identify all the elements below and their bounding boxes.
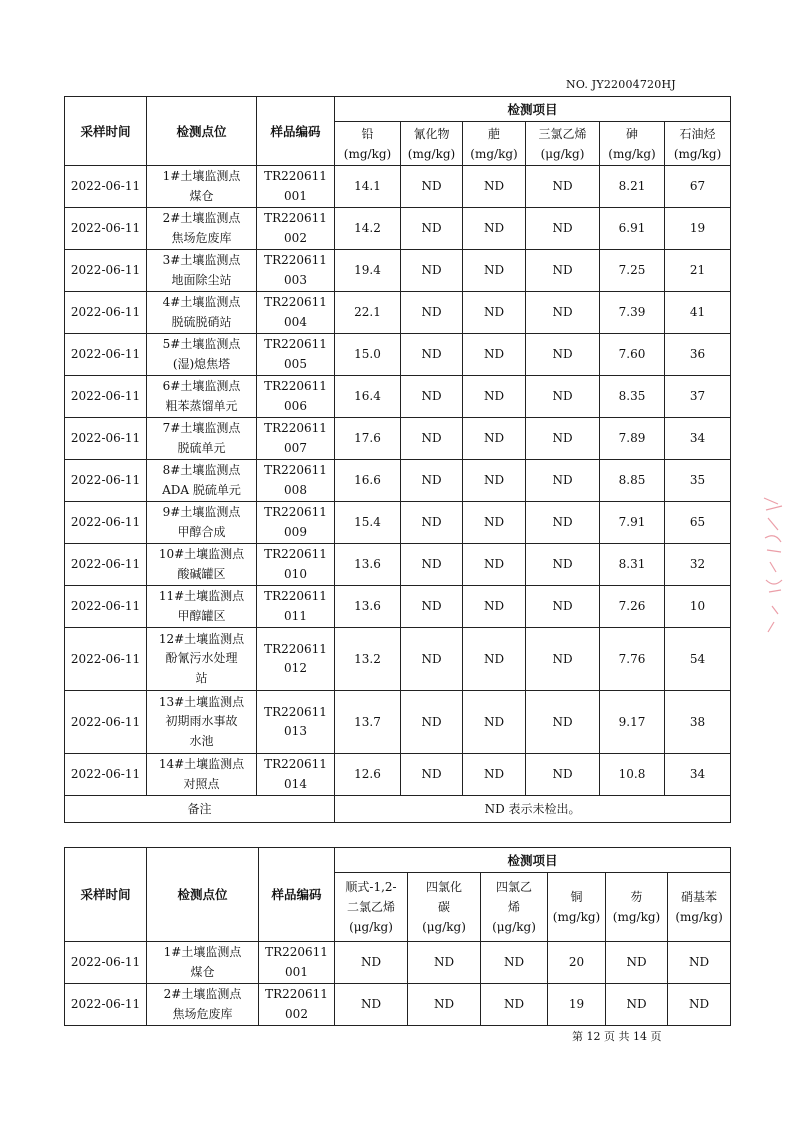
- value-cell: ND: [463, 166, 526, 208]
- text-line: TR220611: [264, 211, 327, 225]
- value-cell: 8.85: [600, 460, 665, 502]
- value-cell: 34: [665, 418, 731, 460]
- header-test-items: 检测项目: [335, 97, 731, 122]
- text-line: 地面除尘站: [171, 272, 232, 287]
- value-cell: 6.91: [600, 208, 665, 250]
- text-line: (mg/kg): [675, 910, 723, 924]
- value-cell: ND: [526, 166, 600, 208]
- value-cell: ND: [668, 984, 731, 1026]
- value-cell: ND: [463, 628, 526, 691]
- sample-code-cell: [257, 418, 335, 460]
- site-cell: [147, 984, 259, 1026]
- text-line: 2#土壤监测点: [163, 987, 242, 1001]
- header-test-items: 检测项目: [335, 848, 731, 873]
- text-line: 11#土壤监测点: [158, 589, 245, 603]
- header-site: 检测点位: [147, 848, 259, 942]
- text-line: 2#土壤监测点: [162, 211, 241, 225]
- header-row: [65, 97, 731, 122]
- site-cell: [147, 334, 257, 376]
- value-cell: ND: [401, 376, 463, 418]
- value-cell: 13.6: [335, 586, 401, 628]
- value-cell: ND: [481, 942, 548, 984]
- sample-code-cell: [257, 166, 335, 208]
- table-row: [65, 544, 731, 586]
- site-cell: [147, 942, 259, 984]
- value-cell: ND: [526, 376, 600, 418]
- value-cell: ND: [526, 292, 600, 334]
- column-header: [463, 122, 526, 166]
- value-cell: 15.0: [335, 334, 401, 376]
- value-cell: ND: [408, 984, 481, 1026]
- table-row: [65, 460, 731, 502]
- column-header: [548, 873, 606, 942]
- value-cell: ND: [463, 292, 526, 334]
- text-line: 硝基苯: [681, 890, 718, 904]
- text-line: 1#土壤监测点: [163, 945, 242, 959]
- table-row: [65, 586, 731, 628]
- sampling-date: 2022-06-11: [65, 984, 147, 1026]
- column-name: 石油烃: [679, 126, 716, 141]
- text-line: 002: [285, 1006, 308, 1021]
- value-cell: 10: [665, 586, 731, 628]
- text-line: 9#土壤监测点: [162, 505, 241, 519]
- sample-code-cell: [257, 292, 335, 334]
- column-header: [401, 122, 463, 166]
- value-cell: ND: [526, 502, 600, 544]
- sampling-date: 2022-06-11: [65, 754, 147, 796]
- sampling-date: 2022-06-11: [65, 544, 147, 586]
- text-line: TR220611: [264, 757, 327, 771]
- results-table-1: [64, 96, 731, 823]
- sampling-date: 2022-06-11: [65, 292, 147, 334]
- text-line: 碳: [437, 900, 450, 914]
- site-cell: [147, 376, 257, 418]
- header-sample-code: 样品编码: [257, 97, 335, 166]
- value-cell: 8.35: [600, 376, 665, 418]
- text-line: 012: [284, 661, 307, 675]
- column-unit: (μg/kg): [540, 146, 585, 161]
- text-line: 7#土壤监测点: [162, 421, 241, 435]
- value-cell: ND: [401, 628, 463, 691]
- value-cell: ND: [526, 208, 600, 250]
- value-cell: 20: [548, 942, 606, 984]
- value-cell: ND: [335, 942, 408, 984]
- sample-code-cell: [257, 544, 335, 586]
- remark-text: ND 表示未检出。: [335, 796, 731, 823]
- value-cell: 67: [665, 166, 731, 208]
- value-cell: 12.6: [335, 754, 401, 796]
- value-cell: ND: [463, 502, 526, 544]
- text-line: 顺式-1,2-: [345, 880, 397, 894]
- table-row: [65, 418, 731, 460]
- value-cell: ND: [606, 942, 668, 984]
- value-cell: ND: [526, 754, 600, 796]
- text-line: 001: [284, 188, 307, 203]
- text-line: TR220611: [265, 945, 328, 959]
- text-line: (湿)熄焦塔: [172, 356, 231, 371]
- text-line: 焦场危废库: [172, 1006, 233, 1021]
- sampling-date: 2022-06-11: [65, 586, 147, 628]
- text-line: 8#土壤监测点: [162, 463, 241, 477]
- text-line: 14#土壤监测点: [158, 757, 245, 771]
- text-line: TR220611: [265, 987, 328, 1001]
- sampling-date: 2022-06-11: [65, 460, 147, 502]
- value-cell: 15.4: [335, 502, 401, 544]
- text-line: 1#土壤监测点: [162, 169, 241, 183]
- value-cell: 7.26: [600, 586, 665, 628]
- column-name: 氰化物: [413, 126, 450, 141]
- sampling-date: 2022-06-11: [65, 691, 147, 754]
- table-row: [65, 208, 731, 250]
- text-line: 10#土壤监测点: [158, 547, 245, 561]
- site-cell: [147, 208, 257, 250]
- sampling-date: 2022-06-11: [65, 418, 147, 460]
- column-unit: (mg/kg): [343, 146, 392, 161]
- value-cell: ND: [481, 984, 548, 1026]
- value-cell: ND: [668, 942, 731, 984]
- text-line: 014: [284, 776, 307, 791]
- column-header: [606, 873, 668, 942]
- text-line: 002: [284, 230, 307, 245]
- text-line: 煤仓: [190, 964, 215, 979]
- text-line: 脱硫脱硝站: [171, 314, 232, 329]
- text-line: TR220611: [264, 547, 327, 561]
- value-cell: ND: [401, 544, 463, 586]
- column-name: 铅: [361, 126, 374, 141]
- text-line: 010: [284, 566, 307, 581]
- value-cell: 16.6: [335, 460, 401, 502]
- site-cell: [147, 754, 257, 796]
- site-cell: [147, 292, 257, 334]
- column-header: [408, 873, 481, 942]
- value-cell: 7.39: [600, 292, 665, 334]
- value-cell: ND: [526, 250, 600, 292]
- sampling-date: 2022-06-11: [65, 166, 147, 208]
- site-cell: [147, 586, 257, 628]
- value-cell: 16.4: [335, 376, 401, 418]
- text-line: TR220611: [264, 704, 327, 719]
- value-cell: 8.31: [600, 544, 665, 586]
- value-cell: ND: [526, 586, 600, 628]
- column-header: [600, 122, 665, 166]
- text-line: TR220611: [264, 295, 327, 309]
- sampling-date: 2022-06-11: [65, 376, 147, 418]
- value-cell: 36: [665, 334, 731, 376]
- results-table-2: [64, 847, 731, 1026]
- header-row: [65, 848, 731, 873]
- value-cell: 9.17: [600, 691, 665, 754]
- text-line: TR220611: [264, 463, 327, 477]
- value-cell: 41: [665, 292, 731, 334]
- text-line: (μg/kg): [349, 920, 393, 934]
- text-line: 芴: [630, 890, 643, 904]
- table-row: [65, 502, 731, 544]
- column-name: 萉: [487, 126, 500, 141]
- column-name: 三氯乙烯: [538, 126, 587, 141]
- value-cell: ND: [401, 754, 463, 796]
- header-sampling-time: 采样时间: [65, 848, 147, 942]
- sample-code-cell: [257, 754, 335, 796]
- sample-code-cell: [259, 984, 335, 1026]
- value-cell: 34: [665, 754, 731, 796]
- text-line: 脱硫单元: [177, 440, 226, 455]
- text-line: 站: [195, 670, 208, 685]
- site-cell: [147, 502, 257, 544]
- text-line: 甲醇罐区: [177, 608, 226, 623]
- text-line: 13#土壤监测点: [158, 694, 245, 709]
- seal-stamp: [756, 488, 790, 638]
- page-footer: 第 12 页 共 14 页: [572, 1030, 662, 1043]
- value-cell: 14.2: [335, 208, 401, 250]
- text-line: 焦场危废库: [171, 230, 232, 245]
- value-cell: 54: [665, 628, 731, 691]
- text-line: TR220611: [264, 505, 327, 519]
- text-line: 粗苯蒸馏单元: [165, 398, 238, 413]
- value-cell: ND: [463, 208, 526, 250]
- remark-row: [65, 796, 731, 823]
- site-cell: [147, 166, 257, 208]
- text-line: TR220611: [264, 641, 327, 656]
- sampling-date: 2022-06-11: [65, 942, 147, 984]
- value-cell: ND: [463, 691, 526, 754]
- sampling-date: 2022-06-11: [65, 334, 147, 376]
- value-cell: ND: [408, 942, 481, 984]
- value-cell: 13.7: [335, 691, 401, 754]
- value-cell: ND: [401, 691, 463, 754]
- text-line: 酸碱罐区: [177, 566, 226, 581]
- table-row: [65, 334, 731, 376]
- table-row: [65, 628, 731, 691]
- text-line: 6#土壤监测点: [162, 379, 241, 393]
- text-line: 003: [284, 272, 307, 287]
- header-sampling-time: 采样时间: [65, 97, 147, 166]
- text-line: 4#土壤监测点: [162, 295, 241, 309]
- value-cell: ND: [526, 544, 600, 586]
- column-unit: (mg/kg): [608, 146, 656, 161]
- remark-label: 备注: [65, 796, 335, 823]
- table-row: [65, 376, 731, 418]
- text-line: TR220611: [264, 337, 327, 351]
- value-cell: 19: [665, 208, 731, 250]
- text-line: 四氯乙: [495, 880, 532, 894]
- sample-code-cell: [259, 942, 335, 984]
- value-cell: ND: [526, 628, 600, 691]
- text-line: 对照点: [183, 776, 220, 791]
- site-cell: [147, 628, 257, 691]
- column-header: [335, 873, 408, 942]
- document-number: NO. JY22004720HJ: [566, 78, 676, 91]
- text-line: 5#土壤监测点: [162, 337, 241, 351]
- value-cell: 10.8: [600, 754, 665, 796]
- value-cell: 37: [665, 376, 731, 418]
- table-row: [65, 984, 731, 1026]
- text-line: 006: [284, 398, 307, 413]
- value-cell: ND: [335, 984, 408, 1026]
- text-line: 008: [284, 482, 307, 497]
- text-line: 二氯乙烯: [346, 900, 395, 914]
- sample-code-cell: [257, 628, 335, 691]
- text-line: TR220611: [264, 253, 327, 267]
- value-cell: ND: [463, 250, 526, 292]
- value-cell: ND: [401, 586, 463, 628]
- value-cell: 7.89: [600, 418, 665, 460]
- value-cell: ND: [463, 418, 526, 460]
- sample-code-cell: [257, 334, 335, 376]
- sampling-date: 2022-06-11: [65, 502, 147, 544]
- column-unit: (mg/kg): [673, 146, 722, 161]
- text-line: ADA 脱硫单元: [162, 482, 241, 497]
- column-unit: (mg/kg): [470, 146, 518, 161]
- text-line: 酚氰污水处理: [165, 651, 238, 666]
- column-unit: (mg/kg): [407, 146, 456, 161]
- sample-code-cell: [257, 376, 335, 418]
- value-cell: 17.6: [335, 418, 401, 460]
- table-row: [65, 691, 731, 754]
- sample-code-cell: [257, 460, 335, 502]
- text-line: (mg/kg): [552, 910, 601, 924]
- site-cell: [147, 418, 257, 460]
- column-header: [526, 122, 600, 166]
- value-cell: ND: [463, 754, 526, 796]
- text-line: 011: [284, 608, 307, 623]
- value-cell: ND: [526, 418, 600, 460]
- text-line: 004: [284, 314, 307, 329]
- text-line: 初期雨水事故: [165, 714, 238, 729]
- value-cell: 32: [665, 544, 731, 586]
- text-line: 烯: [507, 900, 520, 914]
- value-cell: ND: [526, 460, 600, 502]
- value-cell: 38: [665, 691, 731, 754]
- sample-code-cell: [257, 208, 335, 250]
- sampling-date: 2022-06-11: [65, 208, 147, 250]
- value-cell: ND: [401, 166, 463, 208]
- value-cell: ND: [401, 292, 463, 334]
- text-line: (μg/kg): [422, 920, 466, 934]
- column-name: 砷: [625, 126, 638, 141]
- sampling-date: 2022-06-11: [65, 628, 147, 691]
- site-cell: [147, 250, 257, 292]
- site-cell: [147, 460, 257, 502]
- value-cell: ND: [606, 984, 668, 1026]
- table-row: [65, 166, 731, 208]
- value-cell: 19: [548, 984, 606, 1026]
- text-line: 009: [284, 524, 307, 539]
- table-row: [65, 942, 731, 984]
- sample-code-cell: [257, 502, 335, 544]
- value-cell: ND: [463, 376, 526, 418]
- text-line: 铜: [570, 890, 583, 904]
- value-cell: ND: [401, 208, 463, 250]
- column-header: [668, 873, 731, 942]
- value-cell: 22.1: [335, 292, 401, 334]
- value-cell: ND: [463, 460, 526, 502]
- text-line: 水池: [189, 733, 214, 748]
- table-row: [65, 754, 731, 796]
- text-line: TR220611: [264, 379, 327, 393]
- column-header: [335, 122, 401, 166]
- site-cell: [147, 691, 257, 754]
- value-cell: 7.91: [600, 502, 665, 544]
- text-line: 12#土壤监测点: [158, 631, 245, 646]
- value-cell: ND: [463, 544, 526, 586]
- sample-code-cell: [257, 586, 335, 628]
- value-cell: 14.1: [335, 166, 401, 208]
- text-line: 甲醇合成: [177, 524, 226, 539]
- value-cell: 19.4: [335, 250, 401, 292]
- value-cell: 8.21: [600, 166, 665, 208]
- text-line: 013: [284, 724, 307, 738]
- value-cell: 7.25: [600, 250, 665, 292]
- value-cell: ND: [401, 502, 463, 544]
- sample-code-cell: [257, 250, 335, 292]
- text-line: TR220611: [264, 169, 327, 183]
- header-site: 检测点位: [147, 97, 257, 166]
- value-cell: ND: [463, 586, 526, 628]
- text-line: TR220611: [264, 589, 327, 603]
- value-cell: ND: [463, 334, 526, 376]
- table-row: [65, 292, 731, 334]
- value-cell: ND: [401, 418, 463, 460]
- value-cell: 13.6: [335, 544, 401, 586]
- value-cell: ND: [401, 460, 463, 502]
- text-line: 001: [285, 964, 308, 979]
- text-line: 3#土壤监测点: [162, 253, 241, 267]
- site-cell: [147, 544, 257, 586]
- value-cell: 13.2: [335, 628, 401, 691]
- value-cell: ND: [401, 334, 463, 376]
- value-cell: ND: [401, 250, 463, 292]
- value-cell: 65: [665, 502, 731, 544]
- text-line: (μg/kg): [492, 920, 536, 934]
- value-cell: ND: [526, 334, 600, 376]
- column-header: [481, 873, 548, 942]
- value-cell: 7.76: [600, 628, 665, 691]
- text-line: 005: [284, 356, 307, 371]
- column-header: [665, 122, 731, 166]
- text-line: 煤仓: [189, 188, 214, 203]
- sampling-date: 2022-06-11: [65, 250, 147, 292]
- text-line: 四氯化: [425, 880, 462, 894]
- value-cell: 7.60: [600, 334, 665, 376]
- value-cell: 35: [665, 460, 731, 502]
- text-line: TR220611: [264, 421, 327, 435]
- text-line: 007: [284, 440, 307, 455]
- header-sample-code: 样品编码: [259, 848, 335, 942]
- value-cell: 21: [665, 250, 731, 292]
- sample-code-cell: [257, 691, 335, 754]
- table-row: [65, 250, 731, 292]
- value-cell: ND: [526, 691, 600, 754]
- text-line: (mg/kg): [612, 910, 661, 924]
